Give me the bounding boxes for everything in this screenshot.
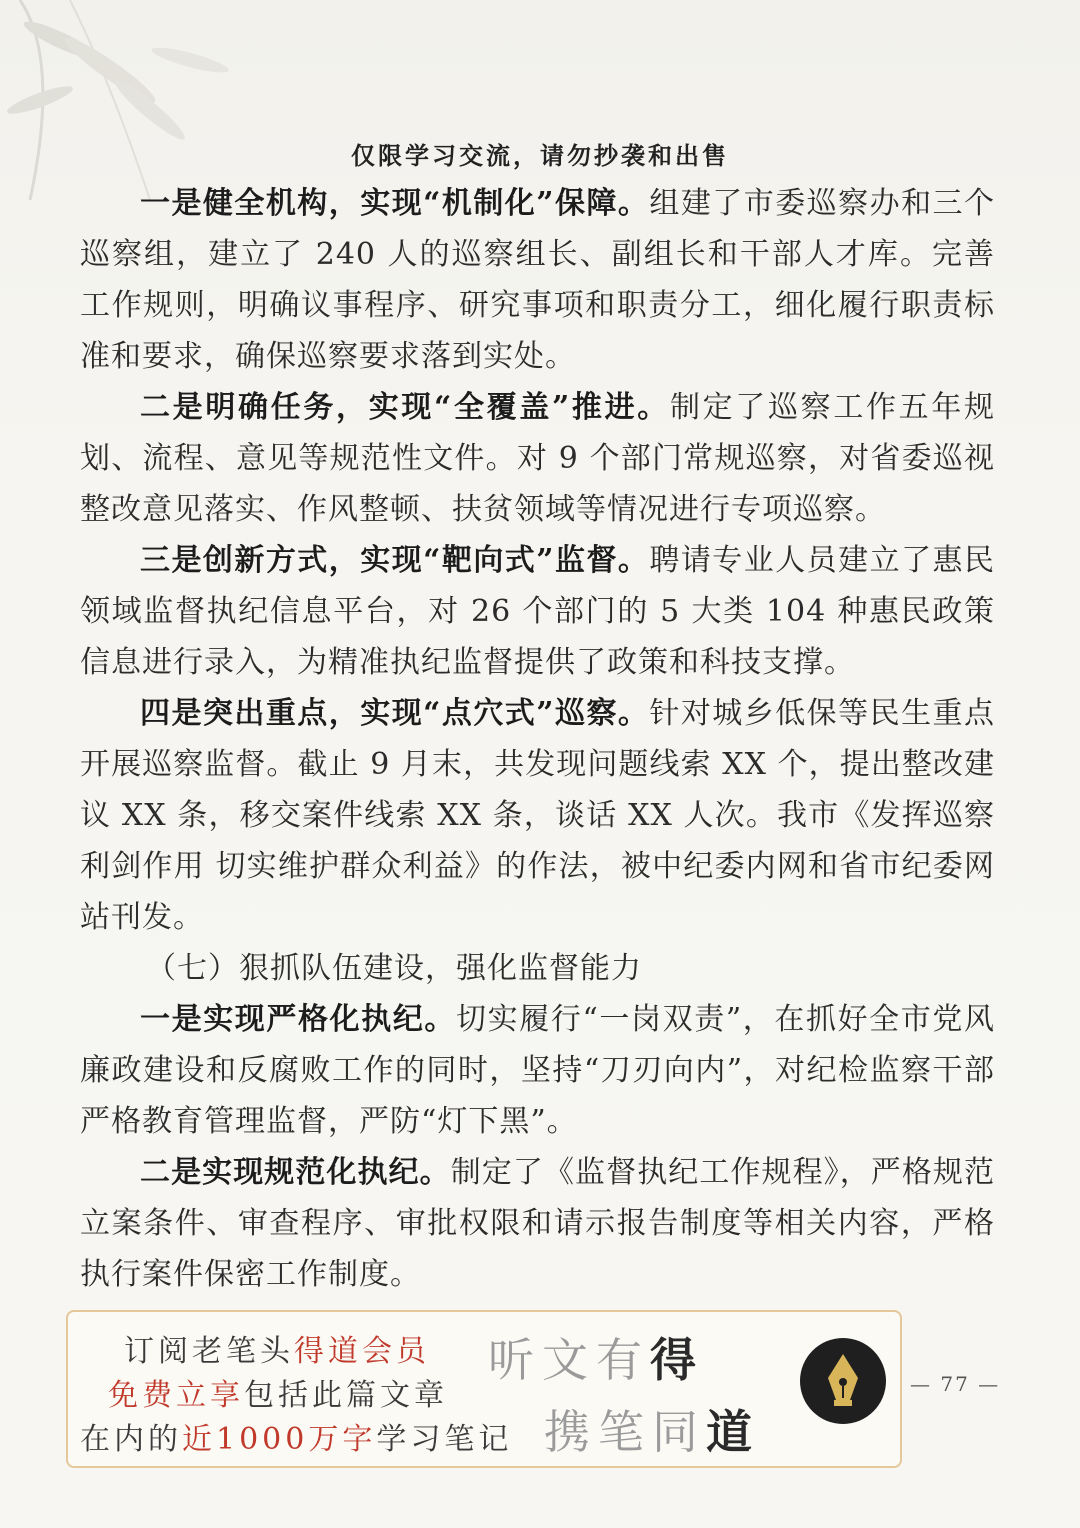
slogan-emphasis: 得 [650,1333,704,1387]
slogan-emphasis: 道 [706,1405,760,1459]
paragraph-lead: 三是创新方式，实现“靶向式”监督。 [140,543,650,578]
slogan-line-2 [544,1396,760,1462]
paragraph-text: 组建了市委巡察办和三个巡察组，建立了 240 人的巡察组长、副组长和干部人才库。完善工作规则，明确议事程序、研究事项和职责分工，细化履行职责标准和要求，确保巡察要求落到实处。 [80,186,995,374]
subscription-banner[interactable] [66,1310,902,1468]
section-heading: （七）狠抓队伍建设，强化监督能力 [146,951,642,986]
paragraph-6 [80,1147,995,1300]
banner-line-1 [124,1326,430,1370]
paragraph-lead: 二是实现规范化执纪。 [140,1155,451,1190]
banner-text: 包括此篇文章 [244,1378,448,1413]
banner-highlight: 近1000万字 [182,1422,377,1457]
paragraph-text: 制定了《监督执纪工作规程》，严格规范立案条件、审查程序、审批权限和请示报告制度等相关内容，严格执行案件保密工作制度。 [80,1155,996,1292]
page-number: — 77 — [910,1372,1001,1396]
banner-line-2 [108,1370,448,1414]
banner-line-3 [80,1414,512,1458]
paragraph-4 [80,688,995,943]
slogan-text: 听文有 [488,1333,650,1387]
banner-text: 订阅老笔头 [124,1334,294,1369]
usage-notice: 仅限学习交流，请勿抄袭和出售 [351,141,729,170]
banner-text: 在内的 [80,1422,182,1457]
banner-highlight: 免费立享 [108,1378,244,1413]
paragraph-text: 聘请专业人员建立了惠民领域监督执纪信息平台，对 26 个部门的 5 大类 104 种惠民政策信息进行录入，为精准执纪监督提供了政策和科技支撑。 [80,543,995,680]
paragraph-text: 针对城乡低保等民生重点开展巡察监督。截止 9 月末，共发现问题线索 XX 个，提出整改建议 XX 条，移交案件线索 XX 条，谈话 XX 人次。我市《发挥巡察利剑作用 切实维护群众利益》的作法，被中纪委内网和省市纪委网站刊发。 [80,696,995,935]
paragraph-3 [80,535,995,688]
document-body [80,178,995,1300]
paragraph-text: 制定了巡察工作五年规划、流程、意见等规范性文件。对 9 个部门常规巡察，对省委巡视整改意见落实、作风整顿、扶贫领域等情况进行专项巡察。 [80,390,996,527]
paragraph-5 [80,994,995,1147]
slogan-text: 携笔同 [544,1405,706,1459]
paragraph-1 [80,178,995,382]
paragraph-lead: 二是明确任务，实现“全覆盖”推进。 [140,390,670,425]
slogan-line-1 [488,1324,704,1390]
banner-text: 学习笔记 [376,1422,513,1457]
paragraph-lead: 一是实现严格化执纪。 [140,1002,457,1037]
pen-nib-icon [800,1338,886,1424]
paragraph-text: 切实履行“一岗双责”，在抓好全市党风廉政建设和反腐败工作的同时，坚持“刀刃向内”，对纪检监察干部严格教育管理监督，严防“灯下黑”。 [80,1002,995,1139]
paragraph-2 [80,382,995,535]
banner-highlight: 得道会员 [294,1334,430,1369]
paragraph-lead: 四是突出重点，实现“点穴式”巡察。 [140,696,650,731]
paragraph-lead: 一是健全机构，实现“机制化”保障。 [140,186,650,221]
